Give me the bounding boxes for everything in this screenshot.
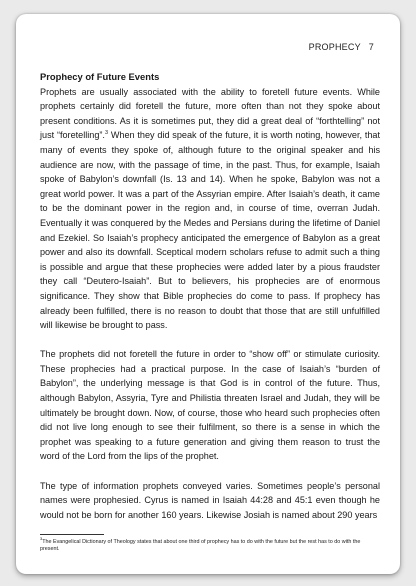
footnote-reference: 3 (104, 130, 109, 137)
section-title: Prophecy of Future Events (40, 71, 160, 82)
paragraph-2: The prophets did not foretell the future in order to “show off” or stimulate curiosity. These prophecies had a practical purpose. In the case of Isaiah’s “burden of Babylon”, the underlying message is that God is in control of the future. Thus, although Babylon, Assyria, Tyre and Philistia threaten Israel and Judah, they will be ultimately be brought down. Now, of course, those who heard such prophecies often did not live long enough to see their fulfilment, so there is a sense in which the prophet was speaking to a future generation and giving them reason to trust the word of the Lord from the lips of the prophet. (40, 349, 380, 462)
footnote-divider (40, 534, 104, 535)
running-head-section: PROPHECY (308, 42, 361, 52)
paragraph-1-text-a: Prophets are usually associated with the ability to foretell future events. While prophets certainly did foretell the future, more often than not they spoke about present conditions. As it is sometimes put, they did a great deal of “forthtelling” not just “foretelling”. (40, 86, 380, 141)
body-text (40, 70, 380, 537)
book-page (16, 14, 400, 574)
paragraph-1 (40, 85, 380, 333)
paragraph-3: The type of information prophets conveyed varies. Sometimes people’s personal names were prophesied. Cyrus is named in Isaiah 44:28 and 45:1 even though he would not be born for another 160 years. Likewise Josiah is named about 290 years (40, 480, 380, 520)
footnote-text: The Evangelical Dictionary of Theology states that about one third of prophecy has to do with the future but the rest has to do with the present. (40, 539, 361, 552)
footnote-marker: 3 (40, 536, 43, 542)
page-number: 7 (368, 42, 374, 52)
running-head (309, 42, 374, 52)
paragraph-1-text-b: When they did speak of the future, it is worth noting, however, that many of events they spoke of, although future to the original speaker and his audience are now, with the passage of time, in the past. Thus, for example, Isaiah spoke of Babylon’s downfall (Is. 13 and 14). When he spoke, Babylon was not a great world power. It was a part of the Assyrian empire. After Isaiah’s death, it came to be the dominant power in the region and, in course of time, overran Judah. Eventually it was conquered by the Medes and Persians during the lifetime of Daniel and Ezekiel. So Isaiah’s prophecy anticipated the emergence of Babylon as a great power and also its downfall. Sceptical modern scholars refuse to admit such a thing is possible and argue that these prophecies were added later by a pious fraudster they call “Deutero-Isaiah”. But to believers, his prophecies are of enormous significance. They show that Bible prophecies do come to pass. If prophecy has already been fulfilled, there is no reason to doubt that those that are still unfulfilled will likewise be brought to pass. (40, 130, 380, 331)
footnote (40, 536, 380, 553)
